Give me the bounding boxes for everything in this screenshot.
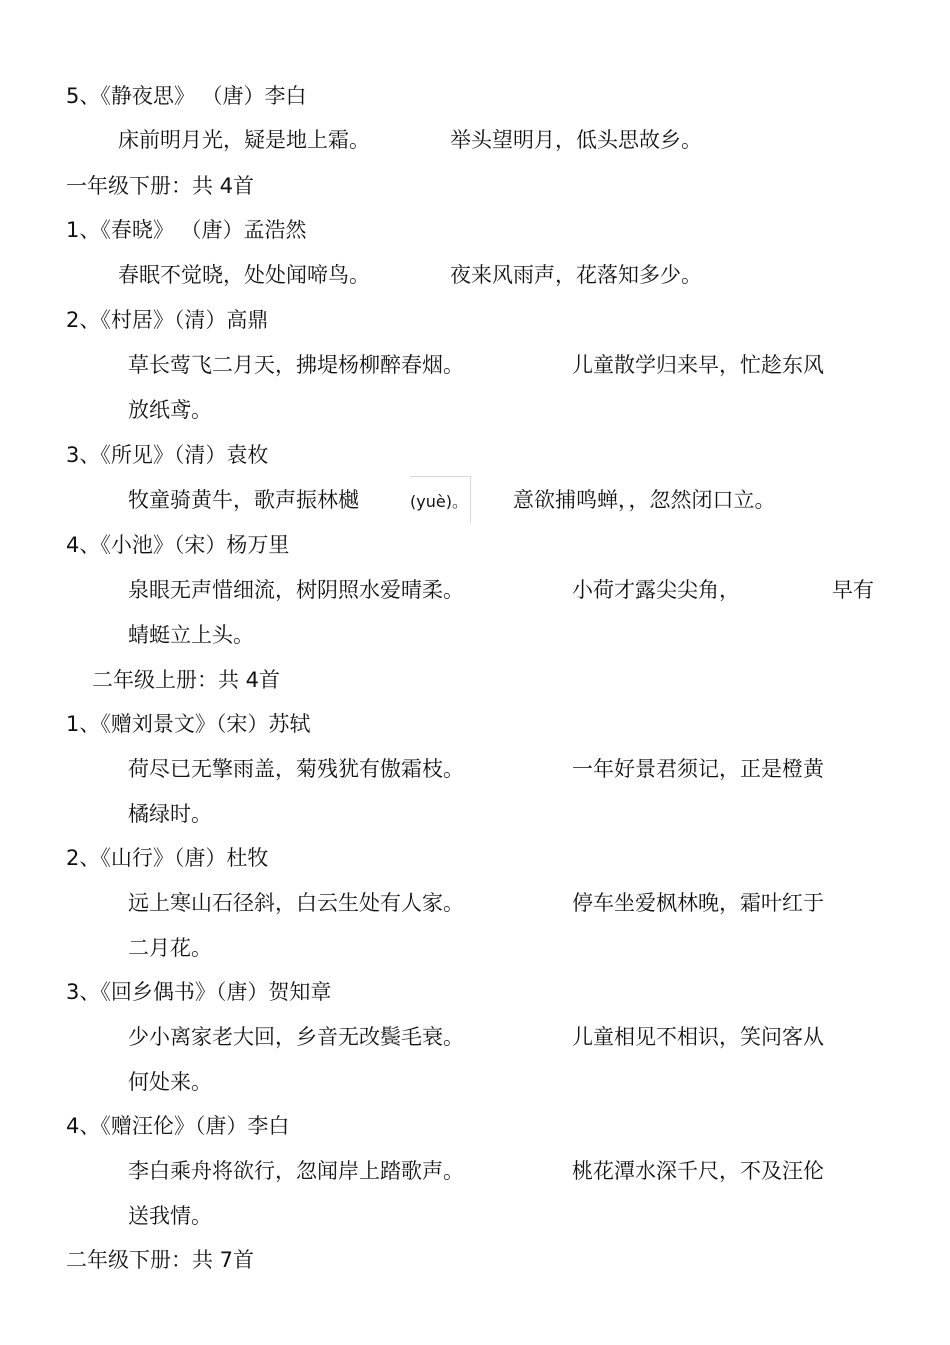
poem-line: 桃花潭水深千尺，不及汪伦: [572, 1159, 824, 1183]
poem-line: 床前明月光，疑是地上霜。: [118, 128, 370, 152]
poem-line: 夜来风雨声，花落知多少。: [450, 263, 702, 287]
poem-line: 早有: [832, 578, 874, 602]
section-heading-grade1-second: 一年级下册：共 4首: [66, 174, 255, 198]
poem-title-jingyesi: 5、《静夜思》 （唐）李白: [66, 84, 307, 108]
poem-title-suojian: 3、《所见》（清）袁枚: [66, 443, 269, 467]
poem-title-huixiangoushu: 3、《回乡偶书》（唐）贺知章: [66, 980, 332, 1004]
poem-line: 草长莺飞二月天，拂堤杨柳醉春烟。: [128, 353, 464, 377]
poem-title-chunxiao: 1、《春晓》 （唐）孟浩然: [66, 218, 307, 242]
poem-line: 远上寒山石径斜，白云生处有人家。: [128, 891, 464, 915]
poem-title-zengwanglun: 4、《赠汪伦》（唐）李白: [66, 1114, 290, 1138]
poem-line: 儿童散学归来早，忙趁东风: [572, 353, 824, 377]
poem-title-zengliujingwen: 1、《赠刘景文》（宋）苏轼: [66, 712, 311, 736]
poem-line: 意欲捕鸣蝉，，忽然闭口立。: [513, 488, 776, 512]
poem-line: 李白乘舟将欲行，忽闻岸上踏歌声。: [128, 1159, 464, 1183]
poem-line: 儿童相见不相识，笑问客从: [572, 1025, 824, 1049]
poem-line: 举头望明月，低头思故乡。: [450, 128, 702, 152]
poem-line: 二月花。: [128, 936, 212, 960]
poem-line: 放纸鸢。: [128, 398, 212, 422]
poem-line: 一年好景君须记，正是橙黄: [572, 757, 824, 781]
poem-line: 少小离家老大回，乡音无改鬓毛衰。: [128, 1025, 464, 1049]
poem-line: 蜻蜓立上头。: [128, 623, 254, 647]
poem-line: 荷尽已无擎雨盖，菊残犹有傲霜枝。: [128, 757, 464, 781]
poem-title-xiaochi: 4、《小池》（宋）杨万里: [66, 533, 290, 557]
section-heading-grade2-first: 二年级上册：共 4首: [92, 668, 281, 692]
poem-title-cunju: 2、《村居》（清）高鼎: [66, 308, 269, 332]
poem-line: 小荷才露尖尖角，: [572, 578, 740, 602]
poem-line: 停车坐爱枫林晚，霜叶红于: [572, 891, 824, 915]
poem-line: 何处来。: [128, 1070, 212, 1094]
pinyin-annotation: (yuè)。: [410, 476, 471, 523]
section-heading-grade2-second: 二年级下册：共 7首: [66, 1248, 255, 1272]
poem-line: 橘绿时。: [128, 802, 212, 826]
poem-line: 泉眼无声惜细流，树阴照水爱晴柔。: [128, 578, 464, 602]
poem-title-shanxing: 2、《山行》（唐）杜牧: [66, 846, 269, 870]
poem-line: 送我情。: [128, 1204, 212, 1228]
poem-line: 牧童骑黄牛，歌声振林樾: [128, 488, 359, 512]
poem-line: 春眠不觉晓，处处闻啼鸟。: [118, 263, 370, 287]
